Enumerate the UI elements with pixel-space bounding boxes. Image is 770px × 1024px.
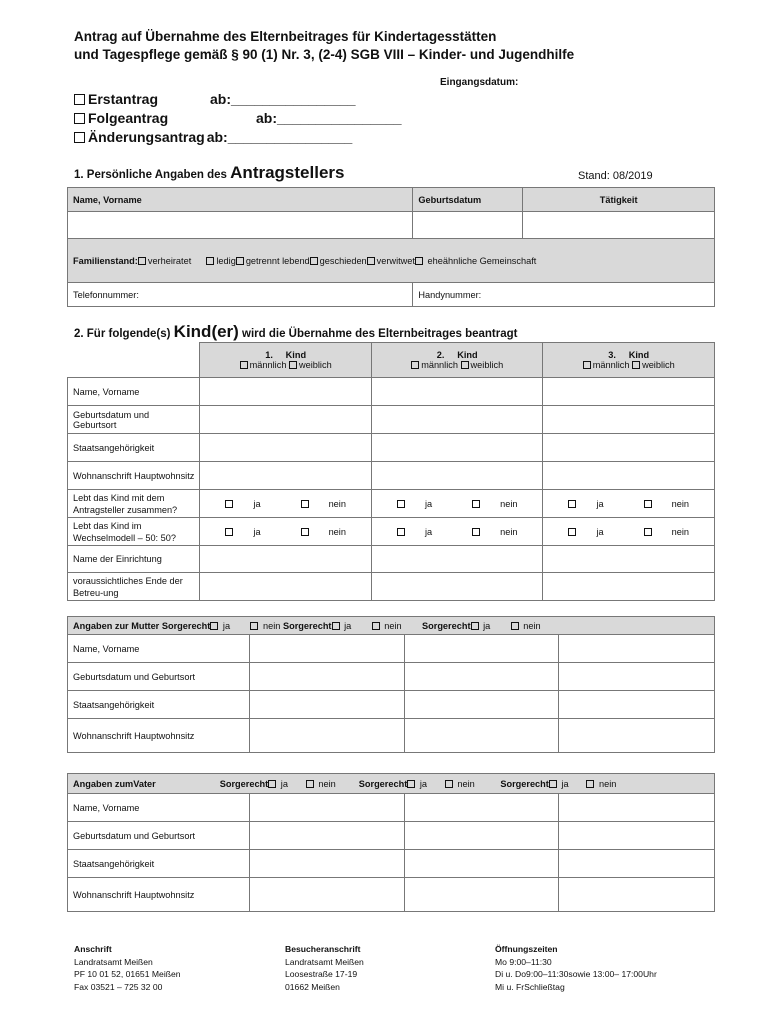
mother-header: Angaben zur Mutter [73, 620, 160, 631]
checkbox-erstantrag[interactable] [74, 94, 85, 105]
father-header-row [68, 774, 715, 794]
kind1-checkbox-maennlich[interactable] [240, 361, 248, 369]
checkbox-nein[interactable] [472, 500, 480, 508]
mother-field[interactable] [559, 719, 715, 753]
nein-label: nein [318, 778, 336, 789]
child2-einrichtung[interactable] [371, 546, 543, 573]
mother-table [67, 616, 715, 753]
child2-address[interactable] [371, 462, 543, 490]
ja-label: ja [424, 526, 433, 537]
checkbox-sorgerecht-nein[interactable] [306, 780, 314, 788]
section1-big: Antragstellers [230, 163, 345, 182]
checkbox-ja[interactable] [225, 528, 233, 536]
mother-row-label: Wohnanschrift Hauptwohnsitz [68, 719, 250, 753]
ja-label: ja [596, 526, 604, 537]
kind1-label: Kind [285, 350, 307, 360]
header-name: Name, Vorname [68, 188, 413, 212]
nein-label: nein [500, 526, 518, 537]
mother-field[interactable] [404, 635, 559, 663]
checkbox-verheiratet[interactable] [138, 257, 146, 265]
mother-field[interactable] [559, 663, 715, 691]
checkbox-sorgerecht-ja[interactable] [268, 780, 276, 788]
mother-row-label: Name, Vorname [68, 635, 250, 663]
ja-label: ja [561, 778, 569, 789]
option-verwitwet: verwitwet [376, 255, 415, 266]
father-row-label: Name, Vorname [68, 794, 250, 822]
mother-header-row [68, 617, 715, 635]
kind-header-3 [543, 343, 715, 378]
child3-ende[interactable] [543, 573, 715, 601]
footer-besucher-title: Besucheranschrift [285, 944, 361, 954]
child1-nationality[interactable] [200, 434, 372, 462]
header-geburtsdatum: Geburtsdatum [413, 188, 523, 212]
child-row-label: Staatsangehörigkeit [68, 434, 200, 462]
aenderungsantrag-label: Änderungsantrag [88, 129, 205, 145]
checkbox-eheaehnlich[interactable] [415, 257, 423, 265]
antrag-option-aenderungsantrag[interactable] [74, 129, 352, 145]
checkbox-nein[interactable] [644, 528, 652, 536]
child1-address[interactable] [200, 462, 372, 490]
option-geschieden: geschieden [319, 255, 367, 266]
section1-heading [74, 163, 344, 183]
kind2-label: Kind [457, 350, 478, 360]
familienstand-row [68, 239, 715, 283]
checkbox-ja[interactable] [568, 528, 576, 536]
nein-label: nein [671, 526, 689, 537]
footer-line: PF 10 01 52, 01651 Meißen [74, 969, 181, 979]
checkbox-aenderungsantrag[interactable] [74, 132, 85, 143]
child1-name[interactable] [200, 378, 372, 406]
child3-nationality[interactable] [543, 434, 715, 462]
checkbox-sorgerecht-ja[interactable] [549, 780, 557, 788]
father-row-label: Wohnanschrift Hauptwohnsitz [68, 878, 250, 912]
footer-anschrift-title: Anschrift [74, 944, 112, 954]
mother-field[interactable] [249, 719, 404, 753]
option-getrennt: getrennt lebend [245, 255, 310, 266]
kind3-checkbox-maennlich[interactable] [583, 361, 591, 369]
sorgerecht-label: Sorgerecht [500, 778, 549, 789]
header-taetigkeit: Tätigkeit [523, 188, 715, 212]
title-line-1: Antrag auf Übernahme des Elternbeitrages für Kindertagesstätten [74, 29, 497, 44]
nein-label: nein [263, 620, 281, 631]
checkbox-sorgerecht-nein[interactable] [372, 622, 380, 630]
nein-label: nein [457, 778, 475, 789]
applicant-name-field[interactable] [68, 212, 413, 239]
child2-lebt [371, 490, 543, 518]
child1-wechsel [200, 518, 372, 546]
kind2-maennlich: männlich [421, 360, 458, 370]
section2-prefix: 2. Für folgende(s) [74, 328, 174, 340]
checkbox-nein[interactable] [301, 500, 309, 508]
father-field[interactable] [404, 850, 559, 878]
ja-label: ja [344, 620, 352, 631]
applicant-table [67, 187, 715, 307]
checkbox-geschieden[interactable] [310, 257, 318, 265]
sorgerecht-label: Sorgerecht [422, 620, 471, 631]
kind-header-1 [200, 343, 372, 378]
checkbox-sorgerecht-ja[interactable] [210, 622, 218, 630]
child-row-label: Lebt das Kind im Wechselmodell – 50: 50? [68, 518, 200, 546]
footer-line: Landratsamt Meißen [74, 956, 153, 967]
checkbox-ja[interactable] [225, 500, 233, 508]
father-field[interactable] [559, 822, 715, 850]
father-field[interactable] [404, 878, 559, 912]
section2-heading [74, 322, 517, 342]
checkbox-ledig[interactable] [206, 257, 214, 265]
checkbox-ja[interactable] [397, 528, 405, 536]
kind3-maennlich: männlich [592, 360, 630, 370]
father-header: Angaben zumVater [73, 778, 156, 789]
erstantrag-ab-field[interactable]: ab:________________ [210, 91, 356, 107]
mother-field[interactable] [249, 691, 404, 719]
kind-header-2 [371, 343, 543, 378]
antrag-option-folgeantrag[interactable] [74, 110, 402, 126]
child3-birth[interactable] [543, 406, 715, 434]
father-field[interactable] [249, 794, 404, 822]
footer-line: Mo 9:00–11:30 [495, 956, 552, 967]
mother-field[interactable] [559, 691, 715, 719]
erstantrag-label: Erstantrag [88, 91, 159, 107]
applicant-birthdate-field[interactable] [413, 212, 523, 239]
folgeantrag-label: Folgeantrag [88, 110, 169, 126]
telefon-field[interactable] [68, 283, 413, 307]
kind2-checkbox-maennlich[interactable] [411, 361, 419, 369]
child3-einrichtung[interactable] [543, 546, 715, 573]
nein-label: nein [328, 498, 346, 509]
option-ledig: ledig [216, 255, 236, 266]
checkbox-nein[interactable] [644, 500, 652, 508]
nein-label: nein [500, 498, 518, 509]
checkbox-nein[interactable] [472, 528, 480, 536]
father-row-label: Staatsangehörigkeit [68, 850, 250, 878]
father-field[interactable] [249, 822, 404, 850]
child1-ende[interactable] [200, 573, 372, 601]
father-field[interactable] [404, 794, 559, 822]
child1-einrichtung[interactable] [200, 546, 372, 573]
child3-name[interactable] [543, 378, 715, 406]
section2-big: Kind(er) [173, 322, 239, 341]
applicant-job-field[interactable] [523, 212, 715, 239]
father-field[interactable] [559, 850, 715, 878]
checkbox-sorgerecht-nein[interactable] [250, 622, 258, 630]
child2-ende[interactable] [371, 573, 543, 601]
antrag-option-erstantrag[interactable] [74, 91, 356, 107]
footer-line: Fax 03521 – 725 32 00 [74, 981, 163, 992]
child-row-label: voraussichtliches Ende der Betreu-ung [68, 573, 200, 601]
familienstand-label: Familienstand: [73, 255, 138, 266]
ja-label: ja [253, 526, 261, 537]
child3-lebt [543, 490, 715, 518]
ja-label: ja [222, 620, 231, 631]
child2-birth[interactable] [371, 406, 543, 434]
footer-oeffnung [495, 943, 657, 993]
aenderungsantrag-ab-field[interactable]: ab:________________ [206, 129, 353, 145]
footer-line: Loosestraße 17-19 [285, 969, 358, 979]
mother-row-label: Staatsangehörigkeit [68, 691, 250, 719]
father-field[interactable] [249, 878, 404, 912]
checkbox-ja[interactable] [397, 500, 405, 508]
ja-label: ja [483, 620, 491, 631]
child3-wechsel [543, 518, 715, 546]
child3-address[interactable] [543, 462, 715, 490]
footer-line: Di u. Do9:00–11:30sowie 13:00– 17:00Uhr [495, 969, 657, 979]
checkbox-sorgerecht-ja[interactable] [332, 622, 340, 630]
kind1-maennlich: männlich [249, 360, 287, 370]
section2-suffix: wird die Übernahme des Elternbeitrages beantragt [238, 328, 518, 340]
kind3-weiblich: weiblich [642, 360, 675, 370]
checkbox-sorgerecht-nein[interactable] [511, 622, 519, 630]
footer-oeffnung-title: Öffnungszeiten [495, 944, 558, 954]
checkbox-sorgerecht-nein[interactable] [445, 780, 453, 788]
child1-lebt [200, 490, 372, 518]
mother-field[interactable] [249, 635, 404, 663]
telefon-label: Telefonnummer: [73, 289, 139, 300]
eingangsdatum-label: Eingangsdatum: [440, 77, 519, 88]
option-verheiratet: verheiratet [147, 255, 192, 266]
option-eheaehnlich: eheähnliche Gemeinschaft [427, 255, 537, 266]
nein-label: nein [384, 620, 402, 631]
kind1-num: 1. [265, 350, 273, 360]
footer-anschrift [74, 943, 181, 993]
child-row-label: Wohnanschrift Hauptwohnsitz [68, 462, 200, 490]
kind3-label: Kind [628, 350, 650, 360]
checkbox-nein[interactable] [301, 528, 309, 536]
father-table [67, 773, 715, 912]
child2-nationality[interactable] [371, 434, 543, 462]
checkbox-folgeantrag[interactable] [74, 113, 85, 124]
child-row-label: Lebt das Kind mit dem Antragsteller zusammen? [68, 490, 200, 518]
mother-field[interactable] [559, 635, 715, 663]
checkbox-verwitwet[interactable] [367, 257, 375, 265]
kind1-checkbox-weiblich[interactable] [289, 361, 297, 369]
father-field[interactable] [559, 878, 715, 912]
checkbox-sorgerecht-ja[interactable] [471, 622, 479, 630]
mother-field[interactable] [404, 663, 559, 691]
mother-row-label: Geburtsdatum und Geburtsort [68, 663, 250, 691]
footer-besucher [285, 943, 364, 993]
child-row-label: Name, Vorname [68, 378, 200, 406]
ja-label: ja [280, 778, 288, 789]
nein-label: nein [523, 620, 541, 631]
kind3-num: 3. [608, 350, 616, 360]
kind1-weiblich: weiblich [299, 360, 332, 370]
child2-wechsel [371, 518, 543, 546]
kind2-checkbox-weiblich[interactable] [461, 361, 469, 369]
sorgerecht-label: Sorgerecht [358, 778, 408, 789]
sorgerecht-label: Sorgerecht [161, 620, 211, 631]
child1-birth[interactable] [200, 406, 372, 434]
mother-field[interactable] [249, 663, 404, 691]
checkbox-getrennt[interactable] [236, 257, 244, 265]
child2-name[interactable] [371, 378, 543, 406]
kind2-num: 2. [436, 350, 445, 360]
checkbox-sorgerecht-nein[interactable] [586, 780, 594, 788]
footer-line: 01662 Meißen [285, 981, 340, 992]
section1-prefix: 1. Persönliche Angaben des [74, 169, 231, 181]
mother-field[interactable] [404, 719, 559, 753]
nein-label: nein [599, 778, 617, 789]
ja-label: ja [253, 498, 261, 509]
kind3-checkbox-weiblich[interactable] [632, 361, 640, 369]
mother-field[interactable] [404, 691, 559, 719]
footer-line: Landratsamt Meißen [285, 956, 364, 967]
children-corner [68, 343, 200, 378]
ja-label: ja [424, 498, 433, 509]
father-row-label: Geburtsdatum und Geburtsort [68, 822, 250, 850]
ja-label: ja [419, 778, 427, 789]
nein-label: nein [328, 526, 346, 537]
children-table [67, 342, 715, 601]
form-title [74, 28, 574, 64]
sorgerecht-label: Sorgerecht [282, 620, 332, 631]
handy-field[interactable] [413, 283, 715, 307]
father-field[interactable] [249, 850, 404, 878]
checkbox-ja[interactable] [568, 500, 576, 508]
kind2-weiblich: weiblich [470, 360, 504, 370]
handy-label: Handynummer: [418, 289, 482, 300]
child-row-label: Name der Einrichtung [68, 546, 200, 573]
child-row-label: Geburtsdatum und Geburtsort [68, 406, 200, 434]
father-field[interactable] [404, 822, 559, 850]
ja-label: ja [596, 498, 604, 509]
folgeantrag-ab-field[interactable]: ab:________________ [256, 110, 402, 126]
title-line-2: und Tagespflege gemäß § 90 (1) Nr. 3, (2-4) SGB VIII – Kinder- und Jugendhilfe [74, 47, 575, 62]
checkbox-sorgerecht-ja[interactable] [407, 780, 415, 788]
footer-line: Mi u. FrSchließtag [495, 981, 565, 992]
nein-label: nein [671, 498, 689, 509]
father-field[interactable] [559, 794, 715, 822]
stand-label: Stand: 08/2019 [578, 170, 653, 182]
sorgerecht-label: Sorgerecht [219, 778, 269, 789]
